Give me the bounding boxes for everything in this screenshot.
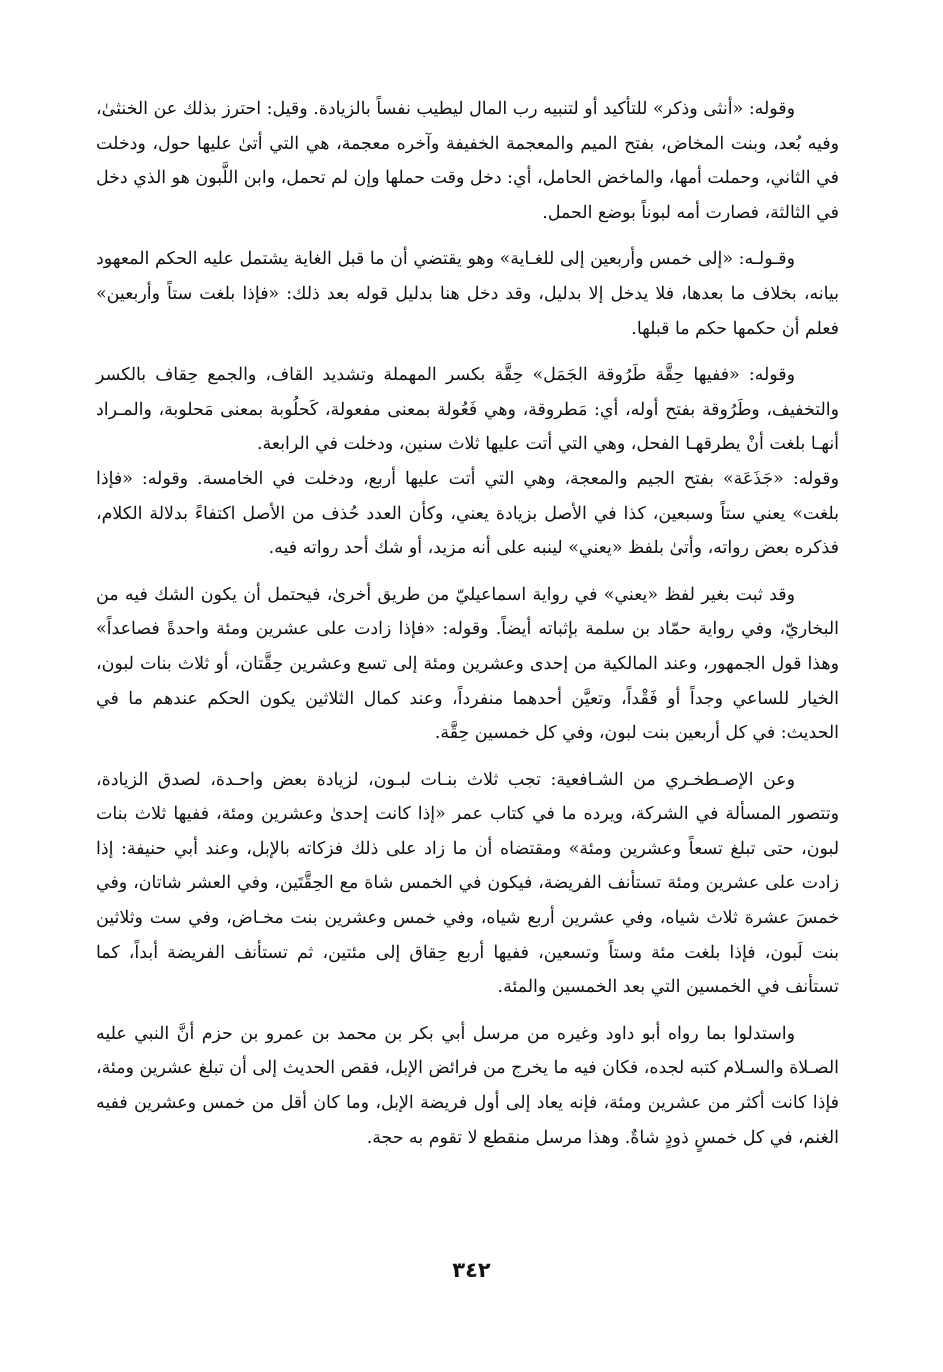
paragraph-1: وقوله: «أنثى وذكر» للتأكيد أو لتنبيه رب المال ليطيب نفساً بالزيادة. وقيل: احترز بذلك عن الخنثىٰ، وفيه بُعد، وبنت المخاض، بفتح الميم والمعجمة الخفيفة وآخره معجمة، هي التي أتىٰ عليها حول، ودخلت في الثاني، وحملت أمها، والماخض الحامل، أي: دخل وقت حملها وإن لم تحمل، وابن اللَّبون هو الذي دخل في الثالثة، فصارت أمه لبوناً بوضع الحمل. [96,99,839,223]
paragraph-5: وقد ثبت بغير لفظ «يعني» في رواية اسماعيليّ من طريق أخرىٰ، فيحتمل أن يكون الشك فيه من البخاريّ، وفي رواية حمّاد بن سلمة بإثباته أيضاً. وقوله: «فإذا زادت على عشرين ومئة واحدةً فصاعداً» وهذا قول الجمهور، وعند المالكية من إحدى وعشرين ومئة إلى تسع وعشرين حِقَّتان، أو ثلاث بنات لبون، الخيار للساعي وجداً أو فَقْداً، وتعيَّن أحدهما منفرداً، وعند كمال الثلاثين يكون الحكم عندهم ما في الحديث: في كل أربعين بنت لبون، وفي كل خمسين حِقَّة. [96,584,839,744]
paragraph-6: وعن الإصـطخـري من الشـافعية: تجب ثلاث بنـات لبـون، لزيادة بعض واحـدة، لصدق الزيادة، وتتصور المسألة في الشركة، ويرده ما في كتاب عمر «إذا كانت إحدىٰ وعشرين ومئة، ففيها ثلاث بنات لبون، حتى تبلغ تسعاً وعشرين ومئة» ومقتضاه أن ما زاد على ذلك فزكاته بالإبل، وعند أبي حنيفة: إذا زادت على عشرين ومئة تستأنف الفريضة، فيكون في الخمس شاة مع الحِقَّتَين، وفي العشر شاتان، وفي خمسَ عشرة ثلاث شياه، وفي عشرين أربع شياه، وفي خمس وعشرين بنت مخـاض، وفي ست وثلاثين بنت لَبون، فإذا بلغت مئة وستاً وتسعين، ففيها أربع حِقاق إلى مئتين، ثم تستأنف الفريضة أبداً، كما تستأنف في الخمسين التي بعد الخمسين والمئة. [96,769,839,998]
paragraph-3: وقوله: «ففيها حِقَّة طَرُوقة الجَمَل» حِقَّة بكسر المهملة وتشديد القاف، والجمع حِقاف بالكسر والتخفيف، وطَرُوقة بفتح أوله، أي: مَطروقة، وهي فَعُولة بمعنى مفعولة، كَحلُوبة بمعنى مَحلوبة، والمـراد أنهـا بلغت أنْ يطرقهـا الفحل، وهي التي أتت عليها ثلاث سنين، ودخلت في الرابعة. [96,365,839,455]
paragraph-2: وقـولـه: «إلى خمس وأربعين إلى للغـاية» وهو يقتضي أن ما قبل الغاية يشتمل عليه الحكم المعهود بيانه، بخلاف ما بعدها، فلا يدخل إلا بدليل، وقد دخل هنا بدليل قوله بعد ذلك: «فإذا بلغت ستاً وأربعين» فعلم أن حكمها حكم ما قبلها. [96,249,839,339]
main-text [96,92,839,1167]
paragraph-4: وقوله: «جَذَعَة» بفتح الجيم والمعجة، وهي التي أتت عليها أربع، ودخلت في الخامسة. وقوله: «فإذا بلغت» يعني ستاً وسبعين، كذا في الأصل بزيادة يعني، وكأن العدد حُذف من الأصل اكتفاءً بدلالة الكلام، فذكره بعض رواته، وأتىٰ بلفظ «يعني» لينبه على أنه مزيد، أو شك أحد رواته فيه. [96,468,839,559]
paragraph-7: واستدلوا بما رواه أبو داود وغيره من مرسل أبي بكر بن محمد بن عمرو بن حزم أنَّ النبي عليه الصـلاة والسـلام كتبه لجده، فكان فيه ما يخرج من فرائض الإبل، فقص الحديث إلى أن تبلغ عشرين ومئة، فإذا كانت أكثر من عشرين ومئة، فإنه يعاد إلى أول فريضة الإبل، وما كان أقل من خمس وعشرين ففيه الغنم، في كل خمسٍ ذودٍ شاةٌ. وهذا مرسل منقطع لا تقوم به حجة. [96,1023,839,1148]
page-number: ٣٤٢ [452,1258,491,1282]
